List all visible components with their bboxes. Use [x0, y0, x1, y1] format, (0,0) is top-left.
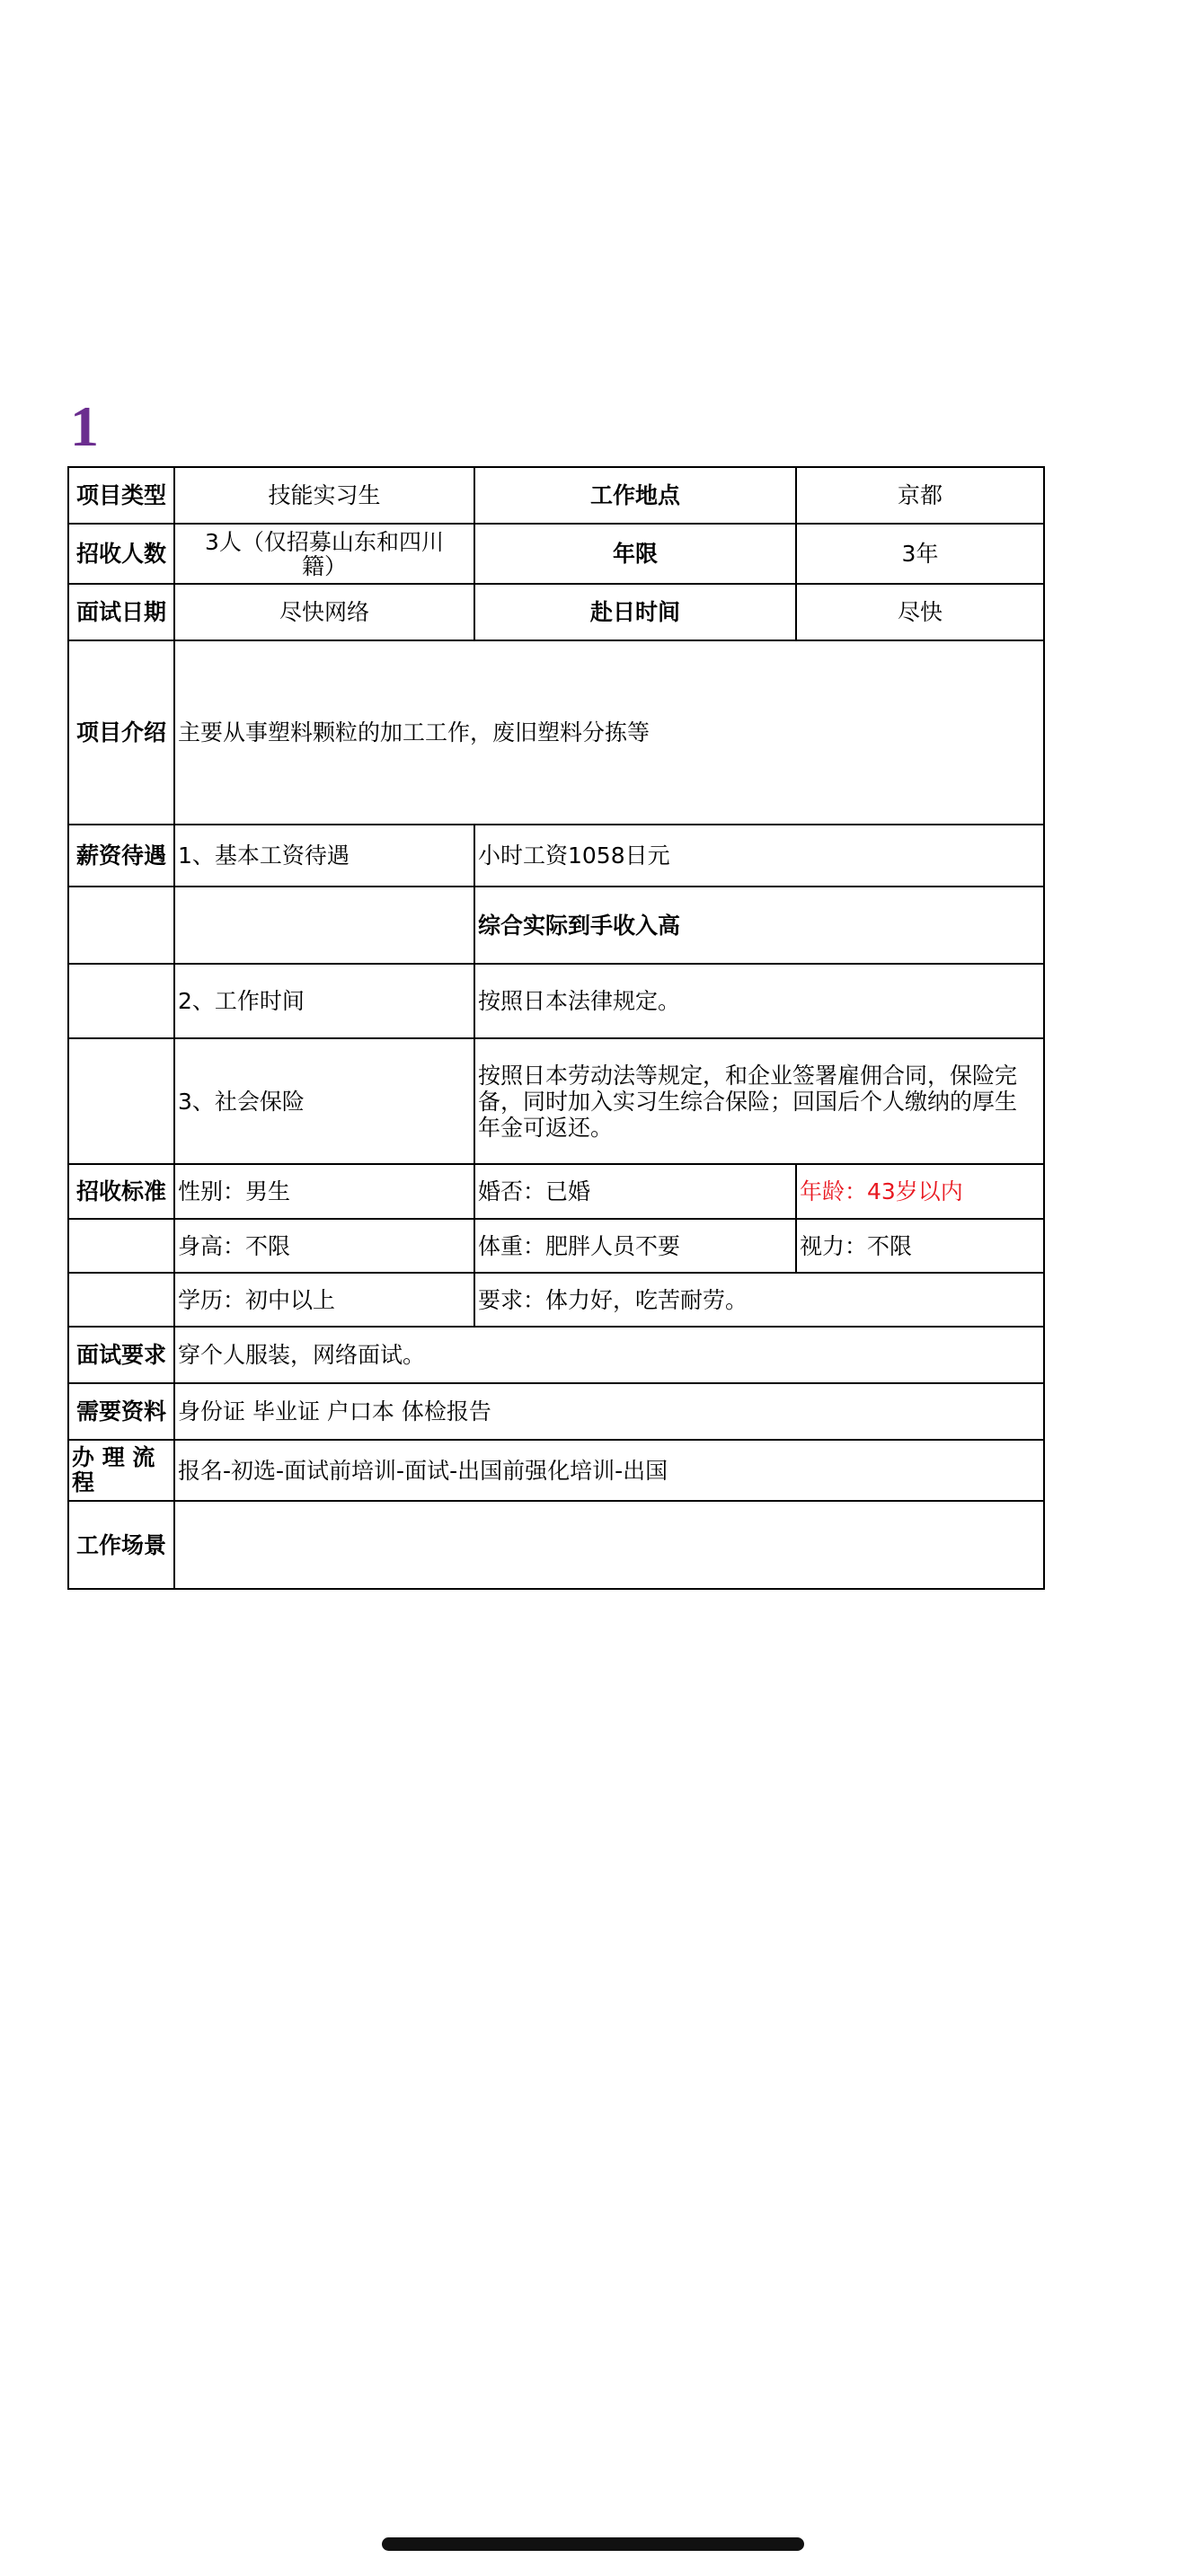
salary-value-insurance: 按照日本劳动法等规定，和企业签署雇佣合同，保险完备，同时加入实习生综合保险；回国后个人缴纳的厚生年金可返还。: [474, 1038, 1044, 1164]
label-interview-requirement: 面试要求: [68, 1327, 174, 1383]
row-recruit-count: [68, 524, 1044, 584]
job-info-table: [67, 466, 1045, 1590]
row-salary-basic: [68, 825, 1044, 887]
row-process: [68, 1440, 1044, 1501]
label-project-type: 项目类型: [68, 467, 174, 524]
label-criteria: 招收标准: [68, 1164, 174, 1219]
label-work-scene: 工作场景: [68, 1501, 174, 1589]
salary-item-hours: 2、工作时间: [174, 964, 474, 1038]
label-salary: 薪资待遇: [68, 825, 174, 887]
row-salary-summary: [68, 887, 1044, 964]
label-work-location: 工作地点: [474, 467, 796, 524]
criteria-vision: 视力：不限: [796, 1219, 1044, 1273]
empty-cell: [68, 887, 174, 964]
home-indicator[interactable]: [382, 2537, 804, 2551]
row-criteria-1: [68, 1164, 1044, 1219]
salary-summary: 综合实际到手收入高: [474, 887, 1044, 964]
row-social-insurance: [68, 1038, 1044, 1164]
label-documents: 需要资料: [68, 1383, 174, 1440]
row-project-type: [68, 467, 1044, 524]
row-criteria-3: [68, 1273, 1044, 1327]
row-criteria-2: [68, 1219, 1044, 1273]
criteria-education: 学历：初中以上: [174, 1273, 474, 1327]
empty-cell: [68, 1038, 174, 1164]
value-process: 报名-初选-面试前培训-面试-出国前强化培训-出国: [174, 1440, 1044, 1501]
row-work-hours: [68, 964, 1044, 1038]
criteria-weight: 体重：肥胖人员不要: [474, 1219, 796, 1273]
criteria-height: 身高：不限: [174, 1219, 474, 1273]
value-interview-date: 尽快网络: [174, 584, 474, 640]
value-recruit-count: 3人（仅招募山东和四川籍）: [174, 524, 474, 584]
label-recruit-count: 招收人数: [68, 524, 174, 584]
empty-cell: [68, 964, 174, 1038]
label-project-intro: 项目介绍: [68, 640, 174, 825]
label-interview-date: 面试日期: [68, 584, 174, 640]
criteria-requirement: 要求：体力好，吃苦耐劳。: [474, 1273, 1044, 1327]
empty-cell: [68, 1219, 174, 1273]
value-interview-requirement: 穿个人服装，网络面试。: [174, 1327, 1044, 1383]
value-documents: 身份证 毕业证 户口本 体检报告: [174, 1383, 1044, 1440]
row-documents: [68, 1383, 1044, 1440]
label-process: 办 理 流 程: [68, 1440, 174, 1501]
value-work-scene: [174, 1501, 1044, 1589]
value-departure-time: 尽快: [796, 584, 1044, 640]
salary-value-basic: 小时工资1058日元: [474, 825, 1044, 887]
criteria-age: 年龄：43岁以内: [796, 1164, 1044, 1219]
value-project-type: 技能实习生: [174, 467, 474, 524]
salary-item-insurance: 3、社会保险: [174, 1038, 474, 1164]
empty-cell: [68, 1273, 174, 1327]
value-contract-years: 3年: [796, 524, 1044, 584]
criteria-marital: 婚否：已婚: [474, 1164, 796, 1219]
label-departure-time: 赴日时间: [474, 584, 796, 640]
label-contract-years: 年限: [474, 524, 796, 584]
criteria-gender: 性别：男生: [174, 1164, 474, 1219]
row-project-intro: [68, 640, 1044, 825]
empty-cell: [174, 887, 474, 964]
salary-item-basic: 1、基本工资待遇: [174, 825, 474, 887]
salary-value-hours: 按照日本法律规定。: [474, 964, 1044, 1038]
row-interview-date: [68, 584, 1044, 640]
value-work-location: 京都: [796, 467, 1044, 524]
value-project-intro: 主要从事塑料颗粒的加工工作，废旧塑料分拣等: [174, 640, 1044, 825]
page-number: 1: [70, 394, 99, 458]
row-work-scene: [68, 1501, 1044, 1589]
row-interview-requirement: [68, 1327, 1044, 1383]
